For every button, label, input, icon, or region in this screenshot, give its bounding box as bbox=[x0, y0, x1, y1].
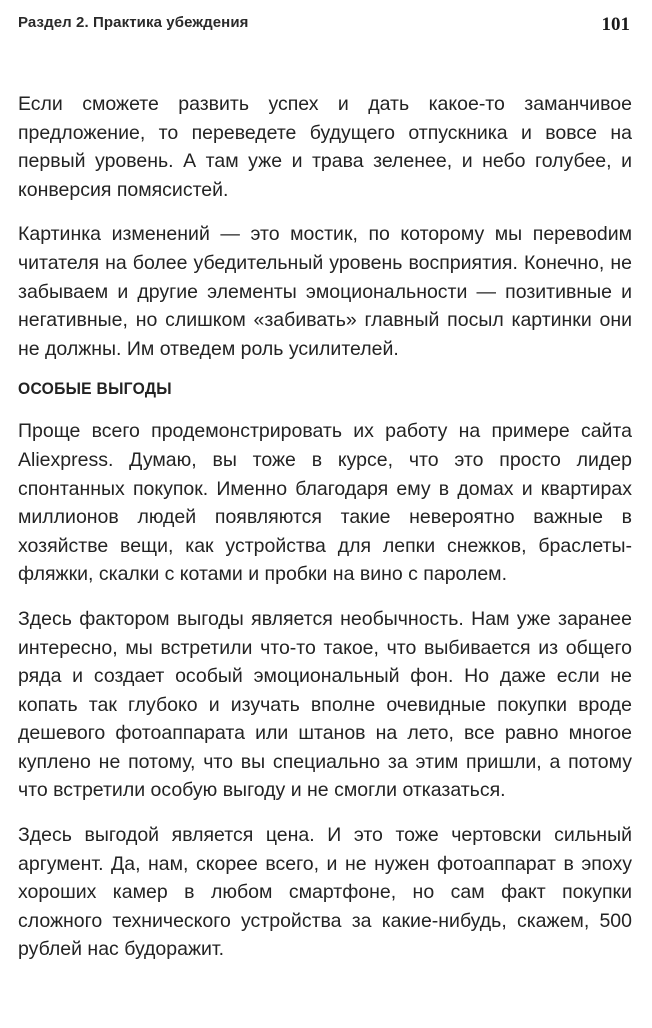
paragraph: Проще всего продемонстрировать их работу на примере сайта Aliexpress. Думаю, вы тоже в курсе, что это просто лидер спонтанных покупок. Именно благодаря ему в домах и квартирах миллионов людей появляются такие невероятно важные в хозяйстве вещи, как устройства для лепки снежков, браслеты-фляжки, скалки с котами и пробки на вино с паролем. bbox=[18, 420, 632, 586]
paragraph: Здесь выгодой является цена. И это тоже чертовски сильный аргумент. Да, нам, скорее всего, и не нужен фотоаппарат в эпоху хороших камер в любом смартфоне, но сам факт покупки сложного технического устройства за какие-нибудь, скажем, 500 рублей нас будоражит. bbox=[18, 824, 632, 961]
paragraph: Картинка изменений — это мостик, по которому мы перевоdим читателя на более убедительный уровень восприятия. Конечно, не забываем и другие элементы эмоциональности — позитивные и негативные, но слишком «забивать» главный посыл картинки они не должны. Им отведем роль усилителей. bbox=[18, 223, 632, 360]
page-number: 101 bbox=[601, 14, 630, 35]
paragraph: Здесь фактором выгоды является необычность. Нам уже заранее интересно, мы встретили что-то такое, что выбивается из общего ряда и создает особый эмоциональный фон. Но даже если не копать так глубоко и изучать вполне очевидные покупки вроде дешевого фотоаппарата или штанов на лето, все равно многое куплено не потому, что вы специально за этим пришли, а потому что встретили особую выгоду и не смогли отказаться. bbox=[18, 607, 632, 802]
running-header: Раздел 2. Практика убеждения bbox=[18, 14, 249, 31]
page-body bbox=[18, 90, 632, 980]
paragraph: Если сможете развить успех и дать какое-то заманчивое предложение, то переведете будущего отпускника и вовсе на первый уровень. А там уже и трава зеленее, и небо голубее, и конверсия помясистей. bbox=[18, 93, 632, 201]
section-heading: ОСОБЫЕ ВЫГОДЫ bbox=[18, 379, 172, 399]
